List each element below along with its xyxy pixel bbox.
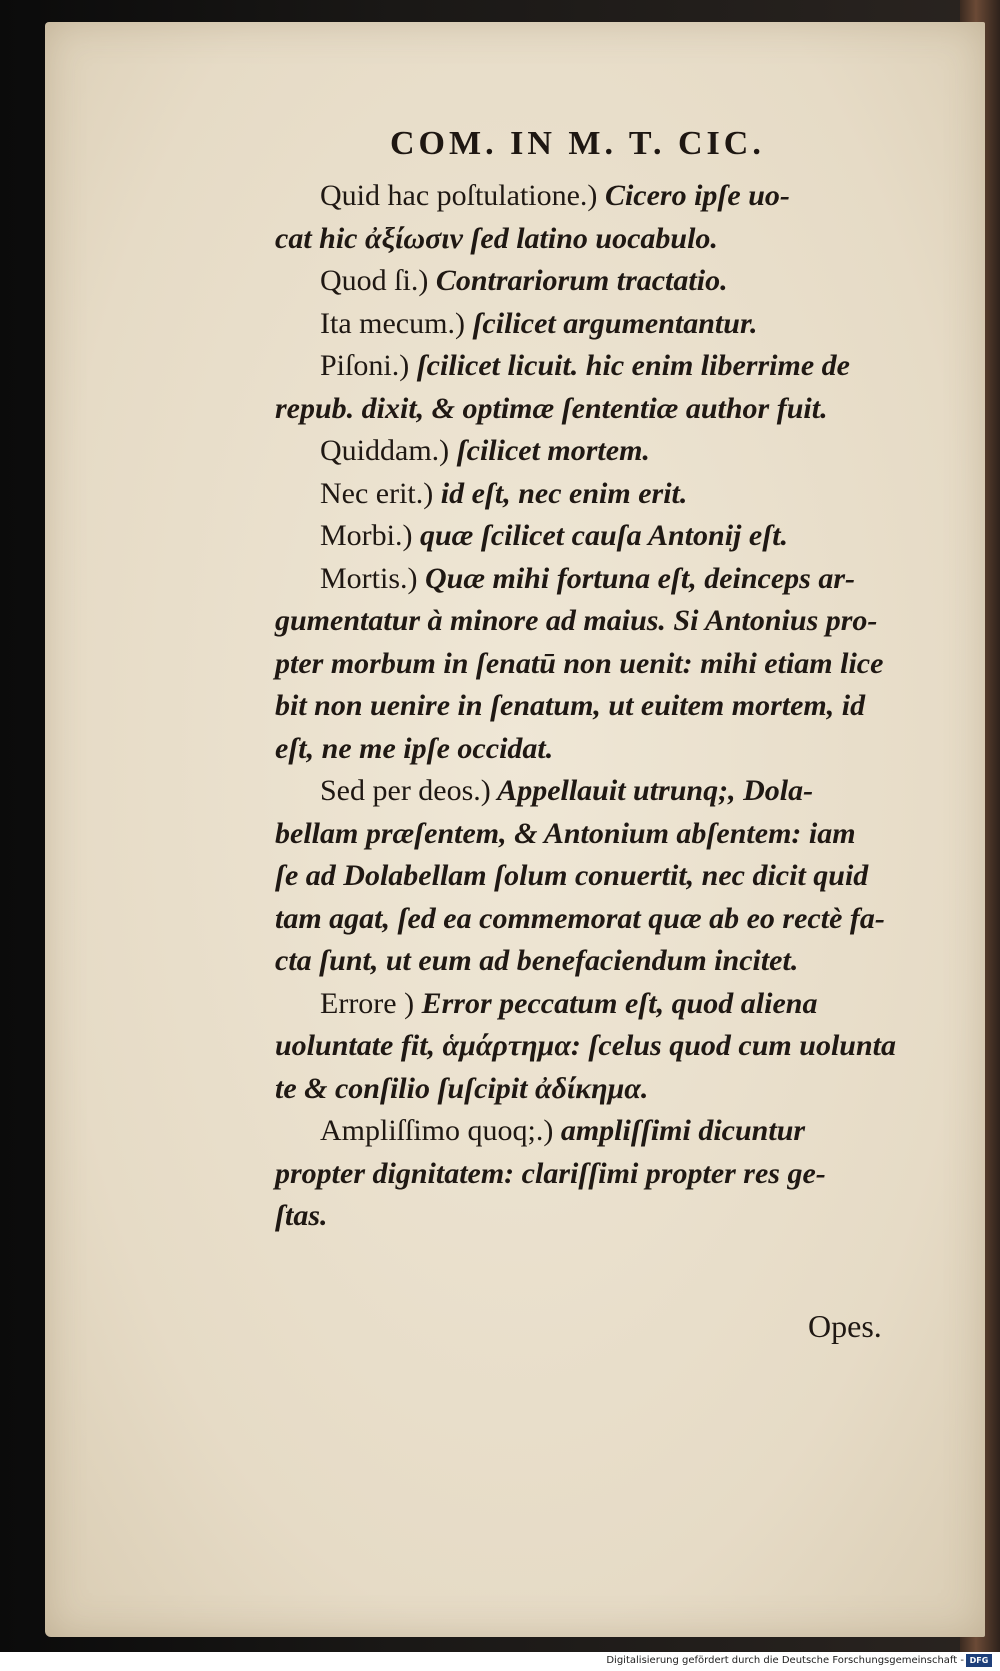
gloss: ſcilicet argumentantur.	[464, 306, 758, 340]
gloss: Error peccatum eſt, quod aliena	[414, 986, 818, 1020]
gloss: ſcilicet licuit. hic enim liberrime de	[409, 349, 850, 382]
text-line	[275, 1068, 975, 1111]
text-line	[275, 600, 975, 643]
text-line	[275, 473, 975, 516]
gloss: gumentatur à minore ad maius. Si Antonius pro-	[275, 604, 878, 637]
text-line	[275, 260, 975, 303]
text-line	[275, 515, 975, 558]
lemma: Quiddam.)	[320, 434, 450, 467]
lemma: Ampliſſimo quoq;.)	[320, 1114, 554, 1147]
text-line	[275, 1195, 975, 1238]
text-line	[275, 558, 975, 601]
gloss: bellam præſentem, & Antonium abſentem: iam	[275, 816, 856, 850]
text-line	[275, 983, 975, 1026]
text-line	[275, 770, 975, 813]
lemma: Quid hac poſtulatione.)	[320, 179, 598, 212]
text-line	[275, 175, 975, 218]
text-line	[275, 1153, 975, 1196]
gloss: bit non uenire in ſenatum, ut euitem mortem, id	[275, 689, 866, 722]
gloss: ſtas.	[275, 1199, 328, 1232]
text-line	[275, 218, 975, 261]
gloss: Quæ mihi fortuna eſt, deinceps ar-	[417, 561, 856, 595]
lemma: Morbi.)	[320, 519, 413, 552]
lemma: Piſoni.)	[320, 349, 410, 382]
running-head: COM. IN M. T. CIC.	[390, 125, 765, 162]
lemma: Mortis.)	[320, 561, 418, 595]
text-line	[275, 813, 975, 856]
gloss: pter morbum in ſenatū non uenit: mihi etiam lice	[275, 646, 884, 680]
gloss: eſt, ne me ipſe occidat.	[275, 731, 554, 765]
gloss: Appellauit utrunq;, Dola-	[490, 774, 814, 807]
lemma: Quod ſi.)	[320, 264, 429, 297]
gloss: ampliſſimi dicuntur	[553, 1114, 806, 1147]
text-line	[275, 728, 975, 771]
text-line	[275, 388, 975, 431]
gloss: ſcilicet mortem.	[449, 434, 650, 467]
text-line	[275, 898, 975, 941]
text-line	[275, 303, 975, 346]
gloss: ſe ad Dolabellam ſolum conuertit, nec dicit quid	[275, 859, 869, 892]
text-line	[275, 940, 975, 983]
text-line	[275, 430, 975, 473]
commentary-text	[275, 175, 975, 1238]
text-line	[275, 345, 975, 388]
gloss: id eſt, nec enim erit.	[433, 476, 688, 510]
lemma: Errore )	[320, 986, 415, 1020]
lemma: Nec erit.)	[320, 476, 434, 510]
gloss: uoluntate fit, ἁμάρτημα: ſcelus quod cum uolunta	[275, 1029, 896, 1062]
text-line	[275, 685, 975, 728]
gloss: cta ſunt, ut eum ad benefaciendum incitet.	[275, 944, 799, 977]
gloss: repub. dixit, & optimæ ſententiæ author fuit.	[275, 391, 828, 425]
gloss: tam agat, ſed ea commemorat quæ ab eo rectè fa-	[275, 901, 885, 935]
dfg-logo: DFG	[966, 1654, 992, 1667]
text-line	[275, 1110, 975, 1153]
gloss: te & conſilio ſuſcipit ἀδίκημα.	[275, 1071, 649, 1105]
funding-credit: Digitalisierung gefördert durch die Deutsche Forschungsgemeinschaft -	[606, 1655, 964, 1666]
gloss: propter dignitatem: clariſſimi propter res ge-	[275, 1156, 826, 1190]
gloss: cat hic ἀξίωσιν ſed latino uocabulo.	[275, 221, 718, 255]
gloss: quæ ſcilicet cauſa Antonij eſt.	[412, 519, 789, 552]
lemma: Sed per deos.)	[320, 774, 491, 807]
text-line	[275, 1025, 975, 1068]
gloss: Contrariorum tractatio.	[428, 264, 728, 297]
lemma: Ita mecum.)	[320, 306, 465, 340]
catchword: Opes.	[808, 1308, 882, 1344]
text-line	[275, 643, 975, 686]
text-line	[275, 855, 975, 898]
gloss: Cicero ipſe uo-	[597, 179, 790, 212]
